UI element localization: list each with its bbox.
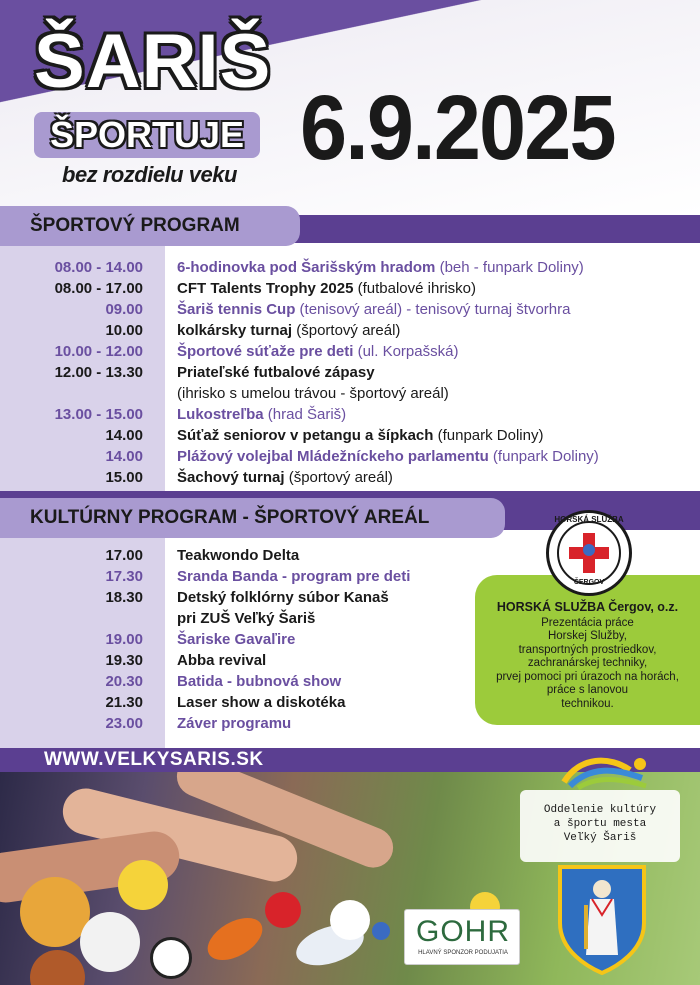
logo-top-text: HORSKÁ SLUŽBA	[554, 515, 624, 524]
department-line: Veľký Šariš	[563, 832, 637, 844]
event-name: Detský folklórny súbor Kanaš	[177, 589, 389, 606]
mountain-service-line: technikou.	[561, 697, 614, 710]
event-name: Priateľské futbalové zápasy	[177, 364, 375, 381]
event-name: Šachový turnaj	[177, 469, 285, 486]
sponsor-name: GOHR	[416, 915, 510, 948]
time: 17.00	[105, 547, 143, 564]
time: 12.00 - 13.30	[54, 364, 143, 381]
time: 08.00 - 17.00	[54, 280, 143, 297]
event-name: pri ZUŠ Veľký Šariš	[177, 610, 316, 627]
culture-program-heading: KULTÚRNY PROGRAM - ŠPORTOVÝ AREÁL	[0, 498, 505, 538]
time: 20.30	[105, 673, 143, 690]
time: 13.00 - 15.00	[54, 406, 143, 423]
time: 14.00	[105, 448, 143, 465]
mountain-service-line: práce s lanovou	[546, 684, 629, 696]
event-name: Súťaž seniorov v petangu a šípkach	[177, 427, 434, 444]
sponsor-subtitle: HLAVNÝ SPONZOR PODUJATIA	[418, 950, 508, 956]
event-name: Športové súťaže pre deti	[177, 343, 354, 360]
gentian-flower-icon	[583, 544, 595, 556]
event-name: Šariske Gavaľire	[177, 631, 296, 648]
sponsor-logo	[404, 909, 520, 965]
time: 19.00	[105, 631, 143, 648]
event-detail: (futbalové ihrisko)	[353, 280, 476, 297]
event-detail: (ihrisko s umelou trávou - športový areál)	[177, 385, 449, 402]
mountain-service-box	[475, 575, 700, 725]
time: 17.30	[105, 568, 143, 585]
time: 10.00 - 12.00	[54, 343, 143, 360]
event-detail: (funpark Doliny)	[433, 427, 544, 444]
logo-bottom-text: ČERGOV	[573, 579, 605, 586]
mountain-rescue-logo	[546, 510, 632, 596]
mountain-service-line: transportných prostriedkov,	[518, 643, 657, 656]
department-line: a športu mesta	[553, 818, 647, 830]
event-name: Lukostreľba	[177, 406, 264, 423]
ball-icon	[80, 912, 140, 972]
mountain-service-title: HORSKÁ SLUŽBA Čergov, o.z.	[496, 600, 679, 614]
event-name: Batida - bubnová show	[177, 673, 342, 690]
event-name: 6-hodinovka pod Šarišským hradom	[177, 259, 436, 276]
time: 19.30	[105, 652, 143, 669]
sports-program-band	[0, 243, 700, 491]
event-date: 6.9.2025	[300, 77, 615, 179]
time: 21.30	[105, 694, 143, 711]
title-sportuje: ŠPORTUJE	[34, 112, 260, 158]
small-ball-icon	[372, 922, 390, 940]
department-line: Oddelenie kultúry	[543, 804, 657, 816]
time: 14.00	[105, 427, 143, 444]
event-detail: (športový areál)	[284, 469, 393, 486]
mountain-service-line: Prezentácia práce	[541, 616, 634, 629]
rugby-ball-icon	[201, 909, 270, 968]
time: 15.00	[105, 469, 143, 486]
event-detail: (beh - funpark Doliny)	[435, 259, 584, 276]
time: 10.00	[105, 322, 143, 339]
volleyball-icon	[330, 900, 370, 940]
mountain-service-line: Horskej Služby,	[547, 630, 628, 642]
basketball-icon	[30, 950, 85, 985]
event-name: Abba revival	[177, 652, 267, 669]
event-name: Sranda Banda - program pre deti	[177, 568, 411, 585]
event-name: Záver programu	[177, 715, 292, 732]
event-name: CFT Talents Trophy 2025	[177, 280, 354, 297]
sports-program-heading: ŠPORTOVÝ PROGRAM	[0, 206, 300, 246]
time: 23.00	[105, 715, 143, 732]
title-saris: ŠARIŠ	[34, 19, 272, 104]
department-text	[520, 803, 680, 845]
ball-icon	[265, 892, 301, 928]
time: 08.00 - 14.00	[54, 259, 143, 276]
time: 18.30	[105, 589, 143, 606]
time: 09.00	[105, 301, 143, 318]
department-logo-icon	[560, 752, 650, 790]
event-detail: (funpark Doliny)	[488, 448, 599, 465]
event-name: Teakwondo Delta	[177, 547, 300, 564]
mountain-service-line: prvej pomoci pri úrazoch na horách,	[496, 670, 679, 683]
event-name: Plážový volejbal Mládežníckeho parlamentu	[177, 448, 489, 465]
website-link[interactable]: WWW.VELKYSARIS.SK	[44, 749, 264, 770]
mountain-service-line: zachranárskej techniky,	[527, 657, 648, 669]
tagline: bez rozdielu veku	[62, 162, 237, 187]
event-name: kolkársky turnaj	[177, 322, 293, 339]
event-detail: (hrad Šariš)	[263, 406, 347, 423]
event-detail: (ul. Korpašská)	[353, 343, 459, 360]
ball-icon	[118, 860, 168, 910]
town-crest-icon	[556, 863, 648, 975]
event-name: Laser show a diskotéka	[177, 694, 346, 711]
event-name: Šariš tennis Cup	[177, 301, 296, 318]
event-detail: (tenisový areál) - tenisový turnaj štvorhra	[295, 301, 571, 318]
football-icon	[150, 937, 192, 979]
event-detail: (športový areál)	[292, 322, 401, 339]
